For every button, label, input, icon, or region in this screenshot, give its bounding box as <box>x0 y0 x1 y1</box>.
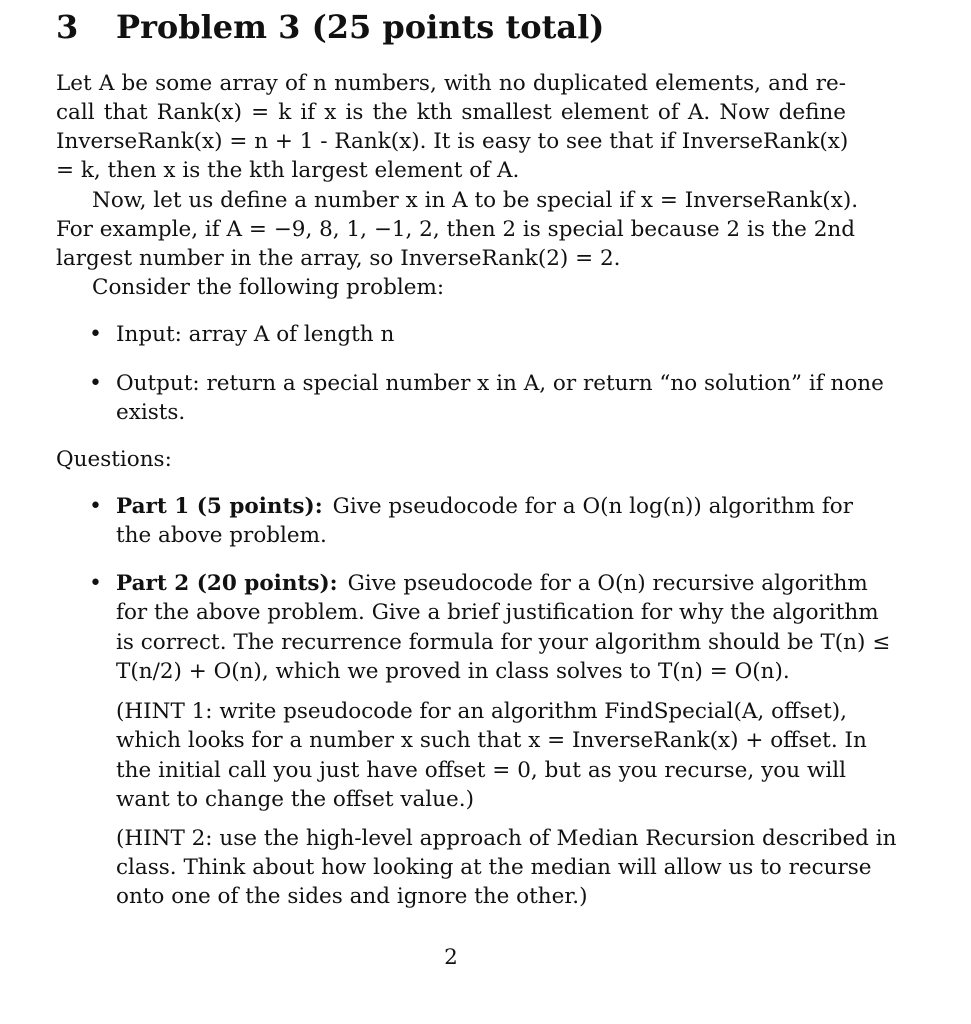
part1-text: Give pseudocode for a O(n log(n)) algorithm for <box>332 494 854 519</box>
input-bullet-text: Input: array A of length n <box>116 322 395 347</box>
section-heading <box>56 2 936 52</box>
intro-line: Now, let us define a number x in A to be special if x = InverseRank(x). <box>92 188 859 213</box>
part2-text: is correct. The recurrence formula for your algorithm should be T(n) ≤ <box>116 630 891 655</box>
intro-line: For example, if A = −9, 8, 1, −1, 2, then 2 is special because 2 is the 2nd <box>56 217 856 242</box>
intro-line: call that Rank(x) = k if x is the kth smallest element of A. Now define <box>56 100 846 125</box>
page-number: 2 <box>444 945 458 970</box>
questions-label: Questions: <box>56 447 172 472</box>
part2-line <box>116 570 868 598</box>
bullet-icon: • <box>89 322 102 347</box>
hint1-text: which looks for a number x such that x = InverseRank(x) + offset. In <box>116 728 867 753</box>
output-bullet-text: Output: return a special number x in A, or return “no solution” if none <box>116 371 884 396</box>
hint2-text: (HINT 2: use the high-level approach of Median Recursion described in <box>116 826 897 851</box>
part2-label: Part 2 (20 points): <box>116 571 338 596</box>
intro-line: = k, then x is the kth largest element of A. <box>56 158 520 183</box>
part1-line <box>116 493 854 521</box>
bullet-icon: • <box>89 371 102 396</box>
hint1-text: (HINT 1: write pseudocode for an algorithm FindSpecial(A, offset), <box>116 699 847 724</box>
part1-text: the above problem. <box>116 523 327 548</box>
part2-text: Give pseudocode for a O(n) recursive algorithm <box>347 571 868 596</box>
hint2-text: class. Think about how looking at the median will allow us to recurse <box>116 855 872 880</box>
bullet-icon: • <box>89 494 102 519</box>
part1-label: Part 1 (5 points): <box>116 494 323 519</box>
intro-line: Consider the following problem: <box>92 275 445 300</box>
intro-line: InverseRank(x) = n + 1 - Rank(x). It is easy to see that if InverseRank(x) <box>56 129 849 154</box>
hint1-text: want to change the offset value.) <box>116 787 474 812</box>
hint1-text: the initial call you just have offset = 0, but as you recurse, you will <box>116 758 846 783</box>
intro-line: largest number in the array, so InverseRank(2) = 2. <box>56 246 621 271</box>
part2-text: for the above problem. Give a brief justification for why the algorithm <box>116 600 879 625</box>
hint2-text: onto one of the sides and ignore the other.) <box>116 884 588 909</box>
section-title: Problem 3 (25 points total) <box>116 8 605 46</box>
output-bullet-text: exists. <box>116 400 186 425</box>
part2-text: T(n/2) + O(n), which we proved in class solves to T(n) = O(n). <box>116 659 790 684</box>
bullet-icon: • <box>89 571 102 596</box>
intro-line: Let A be some array of n numbers, with no duplicated elements, and re- <box>56 71 846 96</box>
section-number: 3 <box>56 8 79 46</box>
